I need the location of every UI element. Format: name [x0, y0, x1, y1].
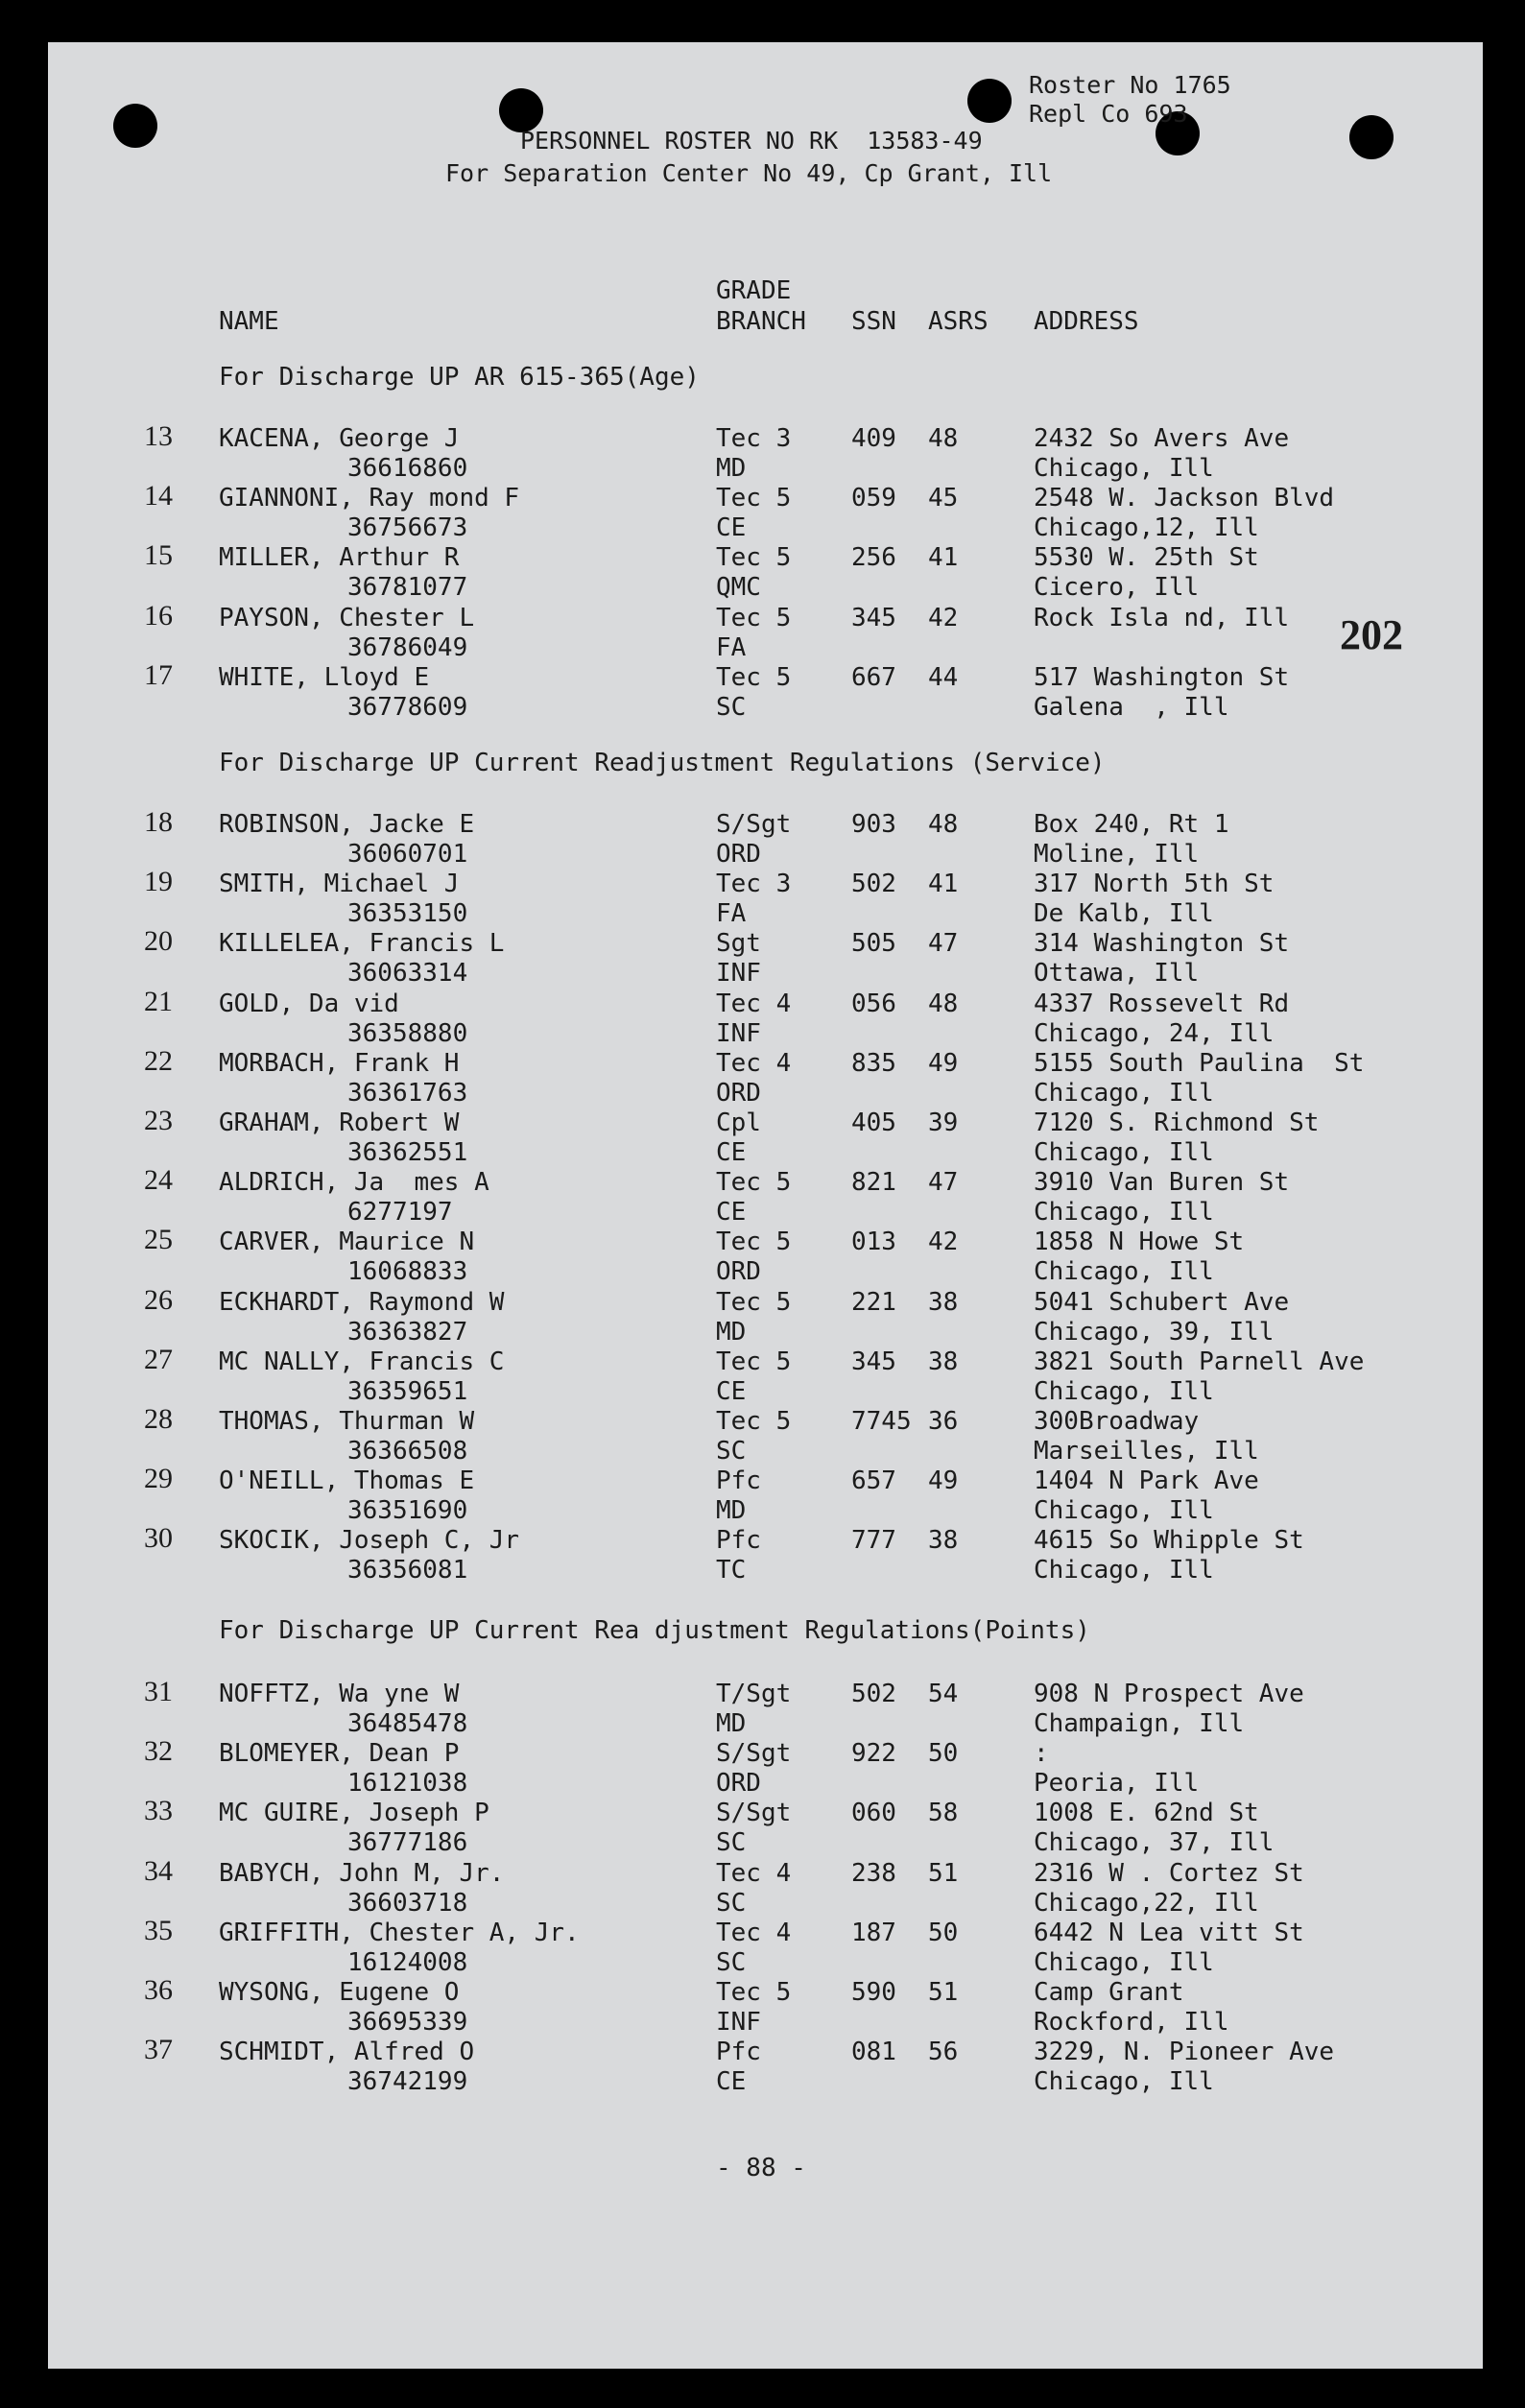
- entry-number: 26: [144, 1284, 173, 1316]
- entry-ssn: 502: [851, 1680, 896, 1708]
- entry-grade: Sgt: [716, 929, 761, 958]
- entry-grade: Tec 5: [716, 1347, 792, 1376]
- entry-ssn: 821: [851, 1168, 896, 1197]
- entry-asrs: 58: [928, 1799, 959, 1827]
- entry-asrs: 56: [928, 2038, 959, 2066]
- entry-address-line2: Galena , Ill: [1034, 693, 1229, 722]
- punch-hole: [967, 79, 1012, 123]
- entry-branch: QMC: [716, 573, 761, 602]
- entry-asrs: 41: [928, 870, 959, 898]
- entry-ssn: 345: [851, 1347, 896, 1376]
- entry-name: GIANNONI, Ray mond F: [219, 484, 520, 513]
- entry-grade: Cpl: [716, 1109, 761, 1137]
- entry-address-line2: Chicago, Ill: [1034, 2067, 1214, 2096]
- col-header-grade: GRADE: [716, 276, 792, 305]
- entry-grade: Tec 4: [716, 1859, 792, 1888]
- entry-address-line2: Chicago, Ill: [1034, 1198, 1214, 1227]
- entry-branch: SC: [716, 1437, 747, 1466]
- entry-ssn: 590: [851, 1978, 896, 2007]
- entry-address-line1: 2316 W . Cortez St: [1034, 1859, 1304, 1888]
- entry-number: 28: [144, 1403, 173, 1435]
- entry-number: 33: [144, 1795, 173, 1826]
- entry-address-line1: 1858 N Howe St: [1034, 1228, 1245, 1256]
- entry-asrs: 48: [928, 424, 959, 453]
- entry-asrs: 47: [928, 1168, 959, 1197]
- entry-number: 18: [144, 806, 173, 838]
- entry-address-line1: 5041 Schubert Ave: [1034, 1288, 1290, 1317]
- entry-number: 27: [144, 1344, 173, 1375]
- entry-serial: 16068833: [347, 1257, 468, 1286]
- entry-address-line2: Ottawa, Ill: [1034, 959, 1200, 988]
- entry-name: WYSONG, Eugene O: [219, 1978, 460, 2007]
- entry-number: 34: [144, 1855, 173, 1887]
- entry-address-line2: Chicago, Ill: [1034, 1948, 1214, 1977]
- entry-grade: Tec 4: [716, 1919, 792, 1947]
- entry-ssn: 081: [851, 2038, 896, 2066]
- entry-address-line2: Rockford, Ill: [1034, 2008, 1229, 2037]
- entry-serial: 36742199: [347, 2067, 468, 2096]
- roster-page: [48, 42, 1483, 2369]
- entry-asrs: 48: [928, 810, 959, 839]
- entry-asrs: 54: [928, 1680, 959, 1708]
- entry-ssn: 505: [851, 929, 896, 958]
- entry-name: MC NALLY, Francis C: [219, 1347, 505, 1376]
- entry-serial: 36781077: [347, 573, 468, 602]
- entry-number: 20: [144, 925, 173, 957]
- entry-address-line1: 1404 N Park Ave: [1034, 1466, 1259, 1495]
- entry-address-line1: 317 North 5th St: [1034, 870, 1275, 898]
- entry-asrs: 44: [928, 663, 959, 692]
- entry-name: BABYCH, John M, Jr.: [219, 1859, 505, 1888]
- entry-number: 24: [144, 1164, 173, 1196]
- entry-asrs: 51: [928, 1859, 959, 1888]
- page-number: - 88 -: [716, 2154, 806, 2182]
- entry-branch: SC: [716, 1889, 747, 1918]
- entry-branch: ORD: [716, 1257, 761, 1286]
- entry-name: KACENA, George J: [219, 424, 460, 453]
- entry-number: 15: [144, 539, 173, 571]
- entry-address-line2: Chicago, Ill: [1034, 1257, 1214, 1286]
- entry-branch: MD: [716, 1496, 747, 1525]
- col-header-branch: BRANCH: [716, 307, 806, 336]
- entry-serial: 36063314: [347, 959, 468, 988]
- entry-serial: 36603718: [347, 1889, 468, 1918]
- entry-number: 14: [144, 480, 173, 512]
- entry-asrs: 36: [928, 1407, 959, 1436]
- entry-grade: Tec 5: [716, 1407, 792, 1436]
- entry-address-line2: Chicago, Ill: [1034, 1079, 1214, 1108]
- entry-serial: 36353150: [347, 899, 468, 928]
- entry-grade: Tec 5: [716, 1228, 792, 1256]
- entry-number: 13: [144, 420, 173, 452]
- entry-grade: S/Sgt: [716, 1739, 792, 1768]
- entry-address-line2: Moline, Ill: [1034, 840, 1200, 869]
- entry-asrs: 39: [928, 1109, 959, 1137]
- entry-serial: 36616860: [347, 454, 468, 483]
- entry-serial: 36362551: [347, 1138, 468, 1167]
- entry-address-line1: 3821 South Parnell Ave: [1034, 1347, 1365, 1376]
- entry-serial: 36358880: [347, 1019, 468, 1048]
- entry-address-line1: 1008 E. 62nd St: [1034, 1799, 1259, 1827]
- entry-serial: 16121038: [347, 1769, 468, 1798]
- entry-grade: Tec 5: [716, 663, 792, 692]
- entry-number: 30: [144, 1522, 173, 1554]
- entry-address-line2: Chicago,12, Ill: [1034, 513, 1259, 542]
- entry-ssn: 405: [851, 1109, 896, 1137]
- entry-asrs: 38: [928, 1526, 959, 1555]
- entry-address-line1: Rock Isla nd, Ill: [1034, 604, 1290, 632]
- entry-address-line2: Chicago, 24, Ill: [1034, 1019, 1275, 1048]
- entry-number: 29: [144, 1463, 173, 1494]
- entry-asrs: 50: [928, 1739, 959, 1768]
- entry-number: 19: [144, 866, 173, 897]
- entry-address-line2: Chicago, 39, Ill: [1034, 1318, 1275, 1347]
- entry-ssn: 657: [851, 1466, 896, 1495]
- entry-name: PAYSON, Chester L: [219, 604, 475, 632]
- col-header-address: ADDRESS: [1034, 307, 1139, 336]
- entry-asrs: 48: [928, 989, 959, 1018]
- entry-ssn: 221: [851, 1288, 896, 1317]
- entry-grade: T/Sgt: [716, 1680, 792, 1708]
- entry-ssn: 060: [851, 1799, 896, 1827]
- entry-address-line1: 2548 W. Jackson Blvd: [1034, 484, 1335, 513]
- punch-hole: [113, 104, 157, 148]
- entry-address-line1: 908 N Prospect Ave: [1034, 1680, 1304, 1708]
- entry-address-line1: 517 Washington St: [1034, 663, 1290, 692]
- entry-address-line1: 314 Washington St: [1034, 929, 1290, 958]
- entry-serial: 36695339: [347, 2008, 468, 2037]
- entry-name: GRIFFITH, Chester A, Jr.: [219, 1919, 580, 1947]
- entry-address-line1: 5155 South Paulina St: [1034, 1049, 1365, 1078]
- entry-number: 37: [144, 2034, 173, 2065]
- entry-serial: 36359651: [347, 1377, 468, 1406]
- entry-name: NOFFTZ, Wa yne W: [219, 1680, 460, 1708]
- entry-address-line2: Cicero, Ill: [1034, 573, 1200, 602]
- entry-name: WHITE, Lloyd E: [219, 663, 430, 692]
- entry-serial: 36778609: [347, 693, 468, 722]
- entry-asrs: 49: [928, 1466, 959, 1495]
- entry-asrs: 38: [928, 1288, 959, 1317]
- entry-serial: 36356081: [347, 1556, 468, 1585]
- entry-number: 21: [144, 986, 173, 1017]
- entry-branch: CE: [716, 1198, 747, 1227]
- entry-serial: 36361763: [347, 1079, 468, 1108]
- entry-branch: TC: [716, 1556, 747, 1585]
- entry-ssn: 502: [851, 870, 896, 898]
- entry-asrs: 42: [928, 604, 959, 632]
- entry-address-line1: Box 240, Rt 1: [1034, 810, 1229, 839]
- entry-address-line2: Chicago, Ill: [1034, 1138, 1214, 1167]
- entry-name: CARVER, Maurice N: [219, 1228, 475, 1256]
- entry-address-line2: Peoria, Ill: [1034, 1769, 1200, 1798]
- entry-address-line1: 2432 So Avers Ave: [1034, 424, 1290, 453]
- entry-ssn: 409: [851, 424, 896, 453]
- entry-ssn: 922: [851, 1739, 896, 1768]
- entry-ssn: 7745: [851, 1407, 912, 1436]
- entry-asrs: 38: [928, 1347, 959, 1376]
- entry-address-line2: Chicago, Ill: [1034, 454, 1214, 483]
- entry-number: 25: [144, 1224, 173, 1255]
- entry-ssn: 777: [851, 1526, 896, 1555]
- entry-address-line2: Chicago, 37, Ill: [1034, 1828, 1275, 1857]
- entry-name: MORBACH, Frank H: [219, 1049, 460, 1078]
- entry-grade: Pfc: [716, 1466, 761, 1495]
- entry-name: ECKHARDT, Raymond W: [219, 1288, 505, 1317]
- entry-branch: MD: [716, 1318, 747, 1347]
- entry-grade: Pfc: [716, 2038, 761, 2066]
- entry-grade: Tec 5: [716, 1288, 792, 1317]
- entry-branch: SC: [716, 693, 747, 722]
- entry-address-line1: 3910 Van Buren St: [1034, 1168, 1290, 1197]
- entry-ssn: 238: [851, 1859, 896, 1888]
- entry-name: O'NEILL, Thomas E: [219, 1466, 475, 1495]
- entry-serial: 36363827: [347, 1318, 468, 1347]
- entry-number: 31: [144, 1676, 173, 1707]
- entry-address-line2: Chicago, Ill: [1034, 1496, 1214, 1525]
- entry-grade: Tec 5: [716, 1168, 792, 1197]
- entry-number: 16: [144, 600, 173, 632]
- entry-asrs: 42: [928, 1228, 959, 1256]
- entry-ssn: 056: [851, 989, 896, 1018]
- entry-ssn: 903: [851, 810, 896, 839]
- entry-branch: SC: [716, 1828, 747, 1857]
- entry-serial: 36777186: [347, 1828, 468, 1857]
- entry-name: SKOCIK, Joseph C, Jr: [219, 1526, 520, 1555]
- entry-address-line2: Chicago, Ill: [1034, 1377, 1214, 1406]
- entry-grade: Tec 5: [716, 543, 792, 572]
- col-header-ssn: SSN: [851, 307, 896, 336]
- entry-branch: ORD: [716, 1769, 761, 1798]
- entry-serial: 36351690: [347, 1496, 468, 1525]
- section-heading: For Discharge UP Current Readjustment Regulations (Service): [219, 749, 1106, 777]
- entry-serial: 36485478: [347, 1709, 468, 1738]
- entry-branch: SC: [716, 1948, 747, 1977]
- entry-branch: INF: [716, 2008, 761, 2037]
- roster-title: PERSONNEL ROSTER NO RK 13583-49: [520, 127, 983, 155]
- entry-name: ROBINSON, Jacke E: [219, 810, 475, 839]
- entry-grade: Tec 5: [716, 604, 792, 632]
- entry-name: BLOMEYER, Dean P: [219, 1739, 460, 1768]
- entry-ssn: 345: [851, 604, 896, 632]
- entry-serial: 36756673: [347, 513, 468, 542]
- entry-number: 32: [144, 1735, 173, 1767]
- entry-branch: ORD: [716, 1079, 761, 1108]
- entry-grade: Pfc: [716, 1526, 761, 1555]
- entry-asrs: 47: [928, 929, 959, 958]
- entry-ssn: 187: [851, 1919, 896, 1947]
- entry-name: MC GUIRE, Joseph P: [219, 1799, 489, 1827]
- entry-ssn: 013: [851, 1228, 896, 1256]
- col-header-name: NAME: [219, 307, 279, 336]
- entry-address-line1: 7120 S. Richmond St: [1034, 1109, 1320, 1137]
- entry-name: GRAHAM, Robert W: [219, 1109, 460, 1137]
- section-heading: For Discharge UP AR 615-365(Age): [219, 363, 700, 392]
- entry-number: 23: [144, 1105, 173, 1136]
- entry-grade: S/Sgt: [716, 1799, 792, 1827]
- entry-serial: 36786049: [347, 633, 468, 662]
- entry-number: 35: [144, 1915, 173, 1946]
- entry-address-line1: 5530 W. 25th St: [1034, 543, 1259, 572]
- entry-name: SCHMIDT, Alfred O: [219, 2038, 475, 2066]
- entry-branch: MD: [716, 454, 747, 483]
- entry-ssn: 667: [851, 663, 896, 692]
- entry-address-line1: :: [1034, 1739, 1049, 1768]
- entry-number: 17: [144, 659, 173, 691]
- entry-branch: ORD: [716, 840, 761, 869]
- entry-asrs: 41: [928, 543, 959, 572]
- entry-branch: CE: [716, 1377, 747, 1406]
- entry-asrs: 51: [928, 1978, 959, 2007]
- entry-ssn: 835: [851, 1049, 896, 1078]
- entry-asrs: 45: [928, 484, 959, 513]
- entry-branch: FA: [716, 899, 747, 928]
- entry-name: KILLELEA, Francis L: [219, 929, 505, 958]
- entry-ssn: 256: [851, 543, 896, 572]
- entry-branch: INF: [716, 1019, 761, 1048]
- entry-branch: INF: [716, 959, 761, 988]
- entry-number: 22: [144, 1045, 173, 1077]
- entry-branch: FA: [716, 633, 747, 662]
- entry-address-line1: 4337 Rossevelt Rd: [1034, 989, 1290, 1018]
- entry-serial: 36366508: [347, 1437, 468, 1466]
- col-header-asrs: ASRS: [928, 307, 989, 336]
- entry-asrs: 49: [928, 1049, 959, 1078]
- entry-grade: Tec 4: [716, 989, 792, 1018]
- entry-serial: 6277197: [347, 1198, 453, 1227]
- entry-name: GOLD, Da vid: [219, 989, 399, 1018]
- entry-asrs: 50: [928, 1919, 959, 1947]
- roster-subtitle: For Separation Center No 49, Cp Grant, Ill: [445, 159, 1053, 187]
- entry-grade: Tec 5: [716, 484, 792, 513]
- entry-serial: 36060701: [347, 840, 468, 869]
- entry-grade: Tec 5: [716, 1978, 792, 2007]
- entry-name: SMITH, Michael J: [219, 870, 460, 898]
- entry-name: MILLER, Arthur R: [219, 543, 460, 572]
- entry-branch: MD: [716, 1709, 747, 1738]
- section-heading: For Discharge UP Current Rea djustment Regulations(Points): [219, 1616, 1090, 1645]
- punch-hole: [1349, 115, 1394, 159]
- entry-grade: Tec 3: [716, 870, 792, 898]
- entry-name: THOMAS, Thurman W: [219, 1407, 475, 1436]
- entry-grade: S/Sgt: [716, 810, 792, 839]
- entry-address-line2: Marseilles, Ill: [1034, 1437, 1259, 1466]
- entry-number: 36: [144, 1974, 173, 2006]
- entry-address-line1: 3229, N. Pioneer Ave: [1034, 2038, 1335, 2066]
- entry-branch: CE: [716, 2067, 747, 2096]
- entry-address-line1: 6442 N Lea vitt St: [1034, 1919, 1304, 1947]
- entry-grade: Tec 3: [716, 424, 792, 453]
- entry-branch: CE: [716, 513, 747, 542]
- roster-ref-line2: Repl Co 693: [1029, 100, 1188, 128]
- entry-grade: Tec 4: [716, 1049, 792, 1078]
- entry-address-line2: Chicago, Ill: [1034, 1556, 1214, 1585]
- entry-address-line1: 4615 So Whipple St: [1034, 1526, 1304, 1555]
- stamp-number: 202: [1340, 611, 1403, 658]
- entry-branch: CE: [716, 1138, 747, 1167]
- entry-ssn: 059: [851, 484, 896, 513]
- entry-serial: 16124008: [347, 1948, 468, 1977]
- entry-address-line1: 300Broadway: [1034, 1407, 1200, 1436]
- entry-address-line2: Chicago,22, Ill: [1034, 1889, 1259, 1918]
- entry-address-line2: De Kalb, Ill: [1034, 899, 1214, 928]
- entry-address-line1: Camp Grant: [1034, 1978, 1184, 2007]
- roster-ref-line1: Roster No 1765: [1029, 71, 1231, 99]
- entry-name: ALDRICH, Ja mes A: [219, 1168, 489, 1197]
- entry-address-line2: Champaign, Ill: [1034, 1709, 1245, 1738]
